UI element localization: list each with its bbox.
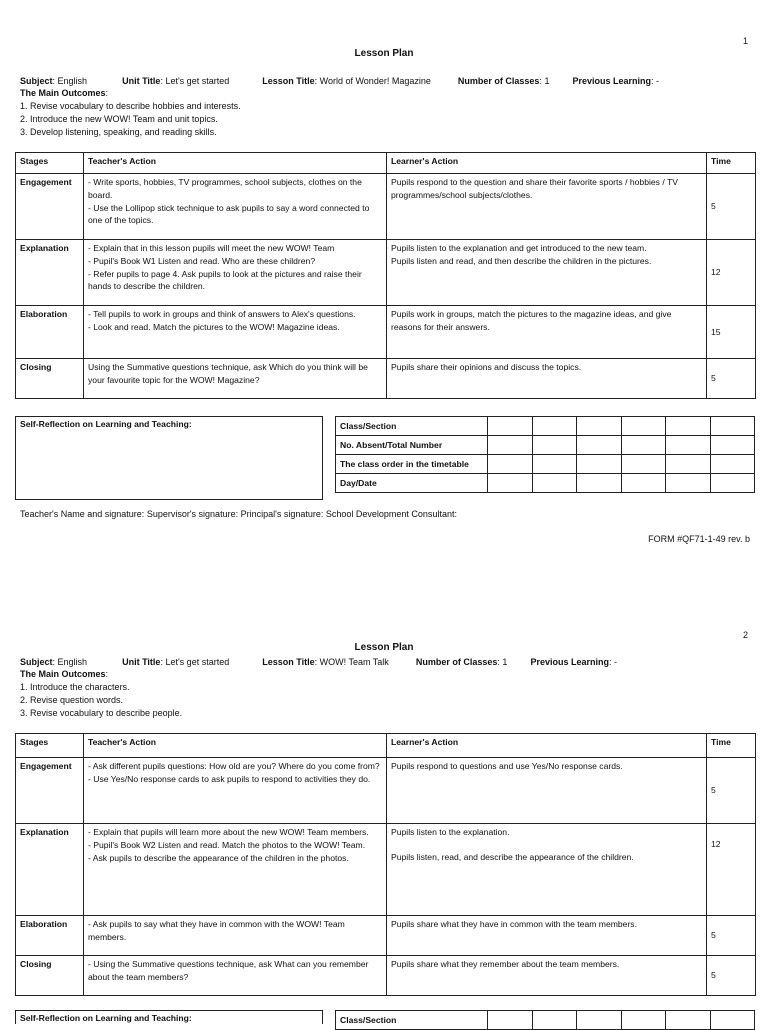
previous-learning-label: Previous Learning: [530, 657, 609, 667]
teacher-signature-label: Teacher's Name and signature:: [20, 509, 145, 519]
page-number: 2: [743, 630, 749, 640]
stage-cell: Elaboration: [16, 916, 84, 956]
table-row: [16, 916, 756, 956]
stage-cell: Explanation: [16, 824, 84, 916]
main-outcomes: The Main Outcomes: 1. Revise vocabulary to describe hobbies and interests. 2. Introduce the new WOW! Team and unit topics. 3. Develop listening, speaking, and reading skills.: [20, 88, 241, 137]
class-info-cell[interactable]: [577, 436, 622, 455]
teacher-action-cell: [84, 359, 387, 399]
outcome-item: 2. Introduce the new WOW! Team and unit topics.: [20, 114, 218, 124]
main-outcomes: The Main Outcomes: 1. Introduce the characters. 2. Revise question words. 3. Revise vocabulary to describe people.: [20, 669, 183, 718]
learner-action-line: Pupils work in groups, match the pictures to the magazine ideas, and give reasons for their answers.: [391, 309, 672, 332]
learner-action-cell: [387, 359, 707, 399]
teacher-action-line: Using the Summative questions technique, ask Which do you think will be your favourite topic for the WOW! Magazine?: [88, 362, 368, 385]
teacher-action-line: - Pupil's Book W2 Listen and read. Match the photos to the WOW! Team.: [88, 839, 366, 850]
class-info-cell[interactable]: [488, 1011, 533, 1030]
class-info-cell[interactable]: [666, 417, 711, 436]
table-row: [336, 474, 755, 493]
learner-action-line: Pupils respond to the question and share their favorite sports / hobbies / TV programmes/school subjects/clothes.: [391, 177, 678, 200]
table-row: [336, 1011, 755, 1030]
class-info-cell[interactable]: [666, 474, 711, 493]
classes-value: 1: [502, 657, 508, 667]
table-row: [16, 306, 756, 359]
learner-action-cell: [387, 174, 707, 240]
unit-value: Let's get started: [165, 657, 230, 667]
class-info-cell[interactable]: [666, 455, 711, 474]
learner-action-cell: [387, 306, 707, 359]
lesson-value: WOW! Team Talk: [319, 657, 389, 667]
classes-value: 1: [544, 76, 550, 86]
stage-cell: Closing: [16, 359, 84, 399]
class-info-label: Day/Date: [336, 474, 488, 493]
learner-action-line: Pupils listen to the explanation.: [391, 827, 510, 837]
class-info-cell[interactable]: [621, 417, 666, 436]
table-row: [336, 417, 755, 436]
learner-action-cell: [387, 758, 707, 824]
unit-label: Unit Title: [122, 76, 161, 86]
class-info-cell[interactable]: [577, 417, 622, 436]
learner-action-line: Pupils respond to questions and use Yes/No response cards.: [391, 761, 623, 771]
learner-action-cell: [387, 240, 707, 306]
teacher-action-line: - Using the Summative questions technique, ask What can you remember about the team members?: [88, 959, 369, 982]
teacher-action-line: - Ask different pupils questions: How old are you? Where do you come from?: [88, 761, 380, 771]
class-info-cell[interactable]: [621, 455, 666, 474]
class-info-cell[interactable]: [532, 455, 577, 474]
learner-action-line: Pupils share what they remember about the team members.: [391, 959, 620, 969]
learner-action-cell: [387, 956, 707, 996]
teacher-action-line: - Use the Lollipop stick technique to ask pupils to say a word connected to one of the topics.: [88, 202, 370, 226]
table-row: [16, 824, 756, 916]
class-info-cell[interactable]: [710, 1011, 755, 1030]
time-cell: 5: [707, 758, 756, 824]
teacher-action-line: - Ask pupils to describe the appearance of the children in the photos.: [88, 852, 349, 863]
classes-label: Number of Classes: [457, 76, 540, 86]
class-info-cell[interactable]: [666, 1011, 711, 1030]
teacher-action-line: - Look and read. Match the pictures to the WOW! Magazine ideas.: [88, 321, 340, 332]
classes-label: Number of Classes: [415, 657, 498, 667]
header-stages: Stages: [16, 153, 84, 174]
class-info-cell[interactable]: [666, 436, 711, 455]
time-cell: 5: [707, 359, 756, 399]
teacher-action-line: - Explain that pupils will learn more about the new WOW! Team members.: [88, 827, 369, 837]
previous-learning-value: -: [656, 76, 660, 86]
learner-action-line: Pupils listen and read, and then describe the children in the pictures.: [391, 255, 652, 266]
self-reflection-box[interactable]: [15, 416, 323, 500]
table-row: [16, 359, 756, 399]
learner-action-line: Pupils share their opinions and discuss the topics.: [391, 362, 582, 372]
class-info-cell[interactable]: [577, 474, 622, 493]
subject-value: English: [57, 76, 88, 86]
time-cell: 12: [707, 824, 756, 916]
class-info-cell[interactable]: [488, 455, 533, 474]
teacher-action-cell: [84, 956, 387, 996]
stage-cell: Elaboration: [16, 306, 84, 359]
table-header-row: [16, 734, 756, 758]
principal-signature-label: Principal's signature:: [240, 509, 324, 519]
header-teacher-action: Teacher's Action: [84, 734, 387, 758]
previous-learning-value: -: [613, 657, 617, 667]
stage-cell: Engagement: [16, 174, 84, 240]
class-info-label: Class/Section: [336, 417, 488, 436]
lesson-stages-table: [15, 733, 756, 996]
class-info-table: [335, 1010, 755, 1030]
header-teacher-action: Teacher's Action: [84, 153, 387, 174]
previous-learning-label: Previous Learning: [572, 76, 652, 86]
class-info-cell[interactable]: [621, 1011, 666, 1030]
table-row: [16, 174, 756, 240]
table-row: [16, 240, 756, 306]
page-number: 1: [743, 36, 749, 46]
learner-action-line: Pupils listen to the explanation and get introduced to the new team.: [391, 243, 647, 253]
lesson-value: World of Wonder! Magazine: [319, 76, 431, 86]
time-cell: 5: [707, 174, 756, 240]
class-info-cell[interactable]: [577, 455, 622, 474]
table-row: [16, 758, 756, 824]
self-reflection-box[interactable]: [15, 1010, 323, 1024]
teacher-action-line: - Write sports, hobbies, TV programmes, school subjects, clothes on the board.: [88, 177, 362, 200]
learner-action-line: Pupils listen, read, and describe the appearance of the children.: [391, 851, 634, 862]
lesson-stages-table: [15, 152, 756, 399]
outcomes-label: The Main Outcomes: [20, 669, 106, 679]
lesson-label: Lesson Title: [262, 76, 315, 86]
teacher-action-cell: [84, 758, 387, 824]
class-info-table: [335, 416, 755, 493]
subject-label: Subject: [20, 76, 53, 86]
class-info-cell[interactable]: [710, 436, 755, 455]
outcome-item: 2. Revise question words.: [20, 695, 124, 705]
outcome-item: 1. Introduce the characters.: [20, 682, 130, 692]
table-row: [336, 436, 755, 455]
header-time: Time: [707, 153, 756, 174]
class-info-cell[interactable]: [710, 455, 755, 474]
header-stages: Stages: [16, 734, 84, 758]
class-info-cell[interactable]: [488, 417, 533, 436]
stage-cell: Explanation: [16, 240, 84, 306]
supervisor-signature-label: Supervisor's signature:: [146, 509, 239, 519]
teacher-action-cell: [84, 824, 387, 916]
stage-cell: Engagement: [16, 758, 84, 824]
teacher-action-line: - Ask pupils to say what they have in common with the WOW! Team members.: [88, 919, 345, 942]
class-info-cell[interactable]: [488, 474, 533, 493]
time-cell: 15: [707, 306, 756, 359]
outcome-item: 3. Revise vocabulary to describe people.: [20, 708, 183, 718]
class-info-cell[interactable]: [710, 474, 755, 493]
teacher-action-line: - Tell pupils to work in groups and think of answers to Alex's questions.: [88, 309, 356, 319]
unit-value: Let's get started: [165, 76, 230, 86]
class-info-label: Class/Section: [336, 1011, 488, 1030]
outcome-item: 1. Revise vocabulary to describe hobbies and interests.: [20, 101, 241, 111]
header-learner-action: Learner's Action: [387, 734, 707, 758]
lesson-meta: Subject: English Unit Title: Let's get started Lesson Title: WOW! Team Talk Number of Classes: 1 Previous Learning: -: [20, 657, 617, 667]
class-info-cell[interactable]: [621, 474, 666, 493]
page-title: Lesson Plan: [354, 642, 414, 653]
time-cell: 12: [707, 240, 756, 306]
time-cell: 5: [707, 916, 756, 956]
class-info-cell[interactable]: [577, 1011, 622, 1030]
signature-line: [20, 509, 457, 519]
class-info-cell[interactable]: [710, 417, 755, 436]
subject-label: Subject: [20, 657, 53, 667]
header-time: Time: [707, 734, 756, 758]
teacher-action-line: - Explain that in this lesson pupils will meet the new WOW! Team: [88, 243, 335, 253]
table-header-row: [16, 153, 756, 174]
teacher-action-line: - Refer pupils to page 4. Ask pupils to look at the pictures and raise their hands to describe the children.: [88, 268, 362, 292]
table-row: [336, 455, 755, 474]
learner-action-cell: [387, 916, 707, 956]
teacher-action-cell: [84, 306, 387, 359]
page-title: Lesson Plan: [354, 48, 414, 59]
consultant-signature-label: School Development Consultant:: [325, 509, 457, 519]
teacher-action-line: - Use Yes/No response cards to ask pupils to respond to activities they do.: [88, 773, 371, 784]
unit-label: Unit Title: [122, 657, 161, 667]
form-number: FORM #QF71-1-49 rev. b: [648, 534, 750, 544]
lesson-meta: Subject: English Unit Title: Let's get started Lesson Title: World of Wonder! Magazine Number of Classes: 1 Previous Learning: -: [20, 76, 660, 86]
learner-action-cell: [387, 824, 707, 916]
class-info-label: The class order in the timetable: [336, 455, 488, 474]
teacher-action-cell: [84, 916, 387, 956]
outcome-item: 3. Develop listening, speaking, and reading skills.: [20, 127, 217, 137]
subject-value: English: [57, 657, 88, 667]
teacher-action-line: - Pupil's Book W1 Listen and read. Who are these children?: [88, 255, 316, 266]
lesson-label: Lesson Title: [262, 657, 315, 667]
class-info-cell[interactable]: [621, 436, 666, 455]
learner-action-line: Pupils share what they have in common with the team members.: [391, 919, 637, 929]
teacher-action-cell: [84, 174, 387, 240]
class-info-label: No. Absent/Total Number: [336, 436, 488, 455]
self-reflection-label: Self-Reflection on Learning and Teaching:: [20, 419, 192, 429]
class-info-cell[interactable]: [532, 417, 577, 436]
table-row: [16, 956, 756, 996]
class-info-cell[interactable]: [532, 474, 577, 493]
header-learner-action: Learner's Action: [387, 153, 707, 174]
self-reflection-label: Self-Reflection on Learning and Teaching:: [20, 1013, 192, 1023]
stage-cell: Closing: [16, 956, 84, 996]
class-info-cell[interactable]: [532, 436, 577, 455]
outcomes-label: The Main Outcomes: [20, 88, 106, 98]
class-info-cell[interactable]: [488, 436, 533, 455]
class-info-cell[interactable]: [532, 1011, 577, 1030]
time-cell: 5: [707, 956, 756, 996]
teacher-action-cell: [84, 240, 387, 306]
